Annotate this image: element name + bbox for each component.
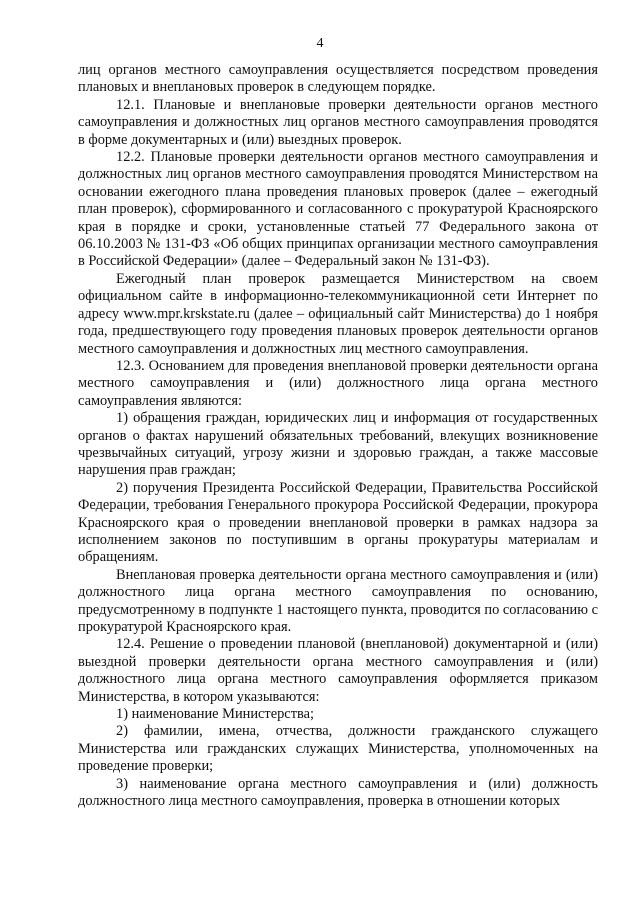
paragraph-unscheduled-check: Внеплановая проверка деятельности органа местного самоуправления и (или) должностного лица органа местного самоуправления по основанию, предусмотренному в подпункте 1 настоящего пункта, проводится по согласованию с прокуратурой Красноярского края. xyxy=(78,566,598,635)
paragraph-12-3-item-2: 2) поручения Президента Российской Федерации, Правительства Российской Федерации, требования Генерального прокурора Российской Федерации, прокурора Красноярского края о проведении внеплановой проверки в рамках надзора за исполнением законов по поступившим в органы прокуратуры материалам и обращениям. xyxy=(78,479,598,566)
paragraph-12-1: 12.1. Плановые и внеплановые проверки деятельности органов местного самоуправления и должностных лиц органов местного самоуправления проводятся в форме документарных и (или) выездных проверок. xyxy=(78,96,598,148)
paragraph-12-4: 12.4. Решение о проведении плановой (внеплановой) документарной и (или) выездной проверки деятельности органа местного самоуправления и (или) должностного лица органа местного самоуправления оформляется приказом Министерства, в котором указываются: xyxy=(78,636,598,705)
paragraph-12-4-item-2: 2) фамилии, имена, отчества, должности гражданского служащего Министерства или гражданских служащих Министерства, уполномоченных на проведение проверки; xyxy=(78,723,598,775)
paragraph-12-4-item-3: 3) наименование органа местного самоуправления и (или) должность должностного лица местного самоуправления, проверка в отношении которых xyxy=(78,775,598,810)
document-body xyxy=(78,62,598,810)
paragraph-12-2: 12.2. Плановые проверки деятельности органов местного самоуправления и должностных лиц органов местного самоуправления проводятся Министерством на основании ежегодного плана проведения плановых проверок (далее – ежегодный план проверок), сформированного и согласованного с прокуратурой Красноярского края в порядке и сроки, установленные статьей 77 Федерального закона от 06.10.2003 № 131-ФЗ «Об общих принципах организации местного самоуправления в Российской Федерации» (далее – Федеральный закон № 131-ФЗ). xyxy=(78,149,598,270)
paragraph-12-4-item-1: 1) наименование Министерства; xyxy=(116,706,314,723)
paragraph-continuation: лиц органов местного самоуправления осуществляется посредством проведения плановых и внеплановых проверок в следующем порядке. xyxy=(78,62,598,96)
page-number: 4 xyxy=(316,36,324,51)
paragraph-12-3: 12.3. Основанием для проведения внеплановой проверки деятельности органа местного самоуправления и (или) должностного лица органа местного самоуправления являются: xyxy=(78,357,598,409)
paragraph-12-3-item-1: 1) обращения граждан, юридических лиц и информация от государственных органов о фактах нарушений обязательных требований, влекущих возникновение чрезвычайных ситуаций, угрозу жизни и здоровью граждан, а также массовые нарушения прав граждан; xyxy=(78,410,598,479)
paragraph-annual-plan: Ежегодный план проверок размещается Министерством на своем официальном сайте в информационно-телекоммуникационной сети Интернет по адресу www.mpr.krskstate.ru (далее – официальный сайт Министерства) до 1 ноября года, предшествующего году проведения плановых проверок деятельности органов местного самоуправления и должностных лиц местного самоуправления. xyxy=(78,270,598,357)
